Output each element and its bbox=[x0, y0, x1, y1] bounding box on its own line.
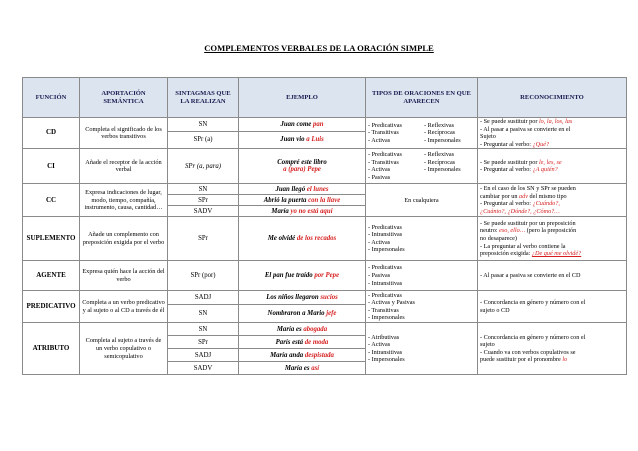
ejemplo-atributo-3: María anda despistada bbox=[239, 349, 366, 362]
ejemplo-atributo-1: María es abogada bbox=[239, 323, 366, 336]
sintagma-cc-3: SADV bbox=[168, 206, 239, 217]
reconocimiento-predicativo: - Concordancia en género y número con el sujeto o CD bbox=[478, 291, 627, 323]
sintagma-cc-1: SN bbox=[168, 184, 239, 195]
tipos-suplemento: - Predicativas - Intransitivas - Activas - Impersonales bbox=[366, 217, 478, 261]
funcion-cc: CC bbox=[23, 184, 80, 217]
tipos-predicativo: - Predicativas - Activas y Pasivas - Transitivas - Impersonales bbox=[366, 291, 478, 323]
sintagma-cd-2: SPr (a) bbox=[168, 132, 239, 149]
sintagma-atributo-1: SN bbox=[168, 323, 239, 336]
aportacion-suplemento: Añade un complemento con preposición exigida por el verbo bbox=[80, 217, 168, 261]
reconocimiento-suplemento: - Se puede sustituir por un preposición neutro: eso, ello… (pero la preposición no desaparece) - La preguntar al verbo contiene la preposición exigida: ¿De qué me olvidé? bbox=[478, 217, 627, 261]
aportacion-predicativo: Completa a un verbo predicativo y al sujeto o al CD a través de él bbox=[80, 291, 168, 323]
funcion-predicativo: PREDICATIVO bbox=[23, 291, 80, 323]
funcion-atributo: ATRIBUTO bbox=[23, 323, 80, 375]
aportacion-agente: Expresa quién hace la acción del verbo bbox=[80, 261, 168, 291]
ejemplo-atributo-2: París está de moda bbox=[239, 336, 366, 349]
header-funcion: FUNCIÓN bbox=[23, 78, 80, 118]
tipos-atributo: - Atributivas - Activas - Intransitivas - Impersonales bbox=[366, 323, 478, 375]
table-row bbox=[23, 149, 627, 184]
ejemplo-atributo-4: María es así bbox=[239, 362, 366, 375]
funcion-agente: AGENTE bbox=[23, 261, 80, 291]
sintagma-predicativo-2: SN bbox=[168, 305, 239, 323]
header-ejemplo: EJEMPLO bbox=[239, 78, 366, 118]
header-reconocimiento: RECONOCIMIENTO bbox=[478, 78, 627, 118]
aportacion-cd: Completa el significado de los verbos transitivos bbox=[80, 118, 168, 149]
page-title: COMPLEMENTOS VERBALES DE LA ORACIÓN SIMPLE bbox=[204, 43, 434, 53]
tipos-agente: - Predicativas - Pasivas - Intransitivas bbox=[366, 261, 478, 291]
ejemplo-cc-2: Abrió la puerta con la llave bbox=[239, 195, 366, 206]
table-row bbox=[23, 291, 627, 305]
sintagma-predicativo-1: SADJ bbox=[168, 291, 239, 305]
funcion-ci: CI bbox=[23, 149, 80, 184]
table-row bbox=[23, 217, 627, 261]
sintagma-ci-1: SPr (a, para) bbox=[168, 149, 239, 184]
aportacion-atributo: Completa al sujeto a través de un verbo copulativo o semicopulativo bbox=[80, 323, 168, 375]
ejemplo-cc-1: Juan llegó el lunes bbox=[239, 184, 366, 195]
aportacion-ci: Añade el receptor de la acción verbal bbox=[80, 149, 168, 184]
header-tipos: TIPOS DE ORACIONES EN QUE APARECEN bbox=[366, 78, 478, 118]
sintagma-suplemento: SPr bbox=[168, 217, 239, 261]
table-row bbox=[23, 184, 627, 195]
ejemplo-predicativo-1: Los niños llegaron sucios bbox=[239, 291, 366, 305]
complementos-table bbox=[22, 77, 627, 375]
sintagma-atributo-3: SADJ bbox=[168, 349, 239, 362]
table-row bbox=[23, 118, 627, 132]
reconocimiento-atributo: - Concordancia en género y número con el sujeto - Cuando va con verbos copulativos se puede sustituir por el pronombre lo bbox=[478, 323, 627, 375]
reconocimiento-cd: - Se puede sustituir por lo, la, los, las - Al pasar a pasiva se convierte en el Sujeto - Preguntar al verbo: ¿Qué? bbox=[478, 118, 627, 149]
ejemplo-ci-1: Compré este libro a (para) Pepe bbox=[239, 149, 366, 184]
funcion-cd: CD bbox=[23, 118, 80, 149]
ejemplo-cc-3: María yo no está aquí bbox=[239, 206, 366, 217]
ejemplo-cd-2: Juan vio a Luis bbox=[239, 132, 366, 149]
tipos-ci: - Predicativas - Reflexivas - Transitivas - Recíprocas - Activas - Impersonales - Pasivas bbox=[366, 149, 478, 184]
tipos-cc: En cualquiera bbox=[366, 184, 478, 217]
sintagma-agente: SPr (por) bbox=[168, 261, 239, 291]
table-row bbox=[23, 323, 627, 336]
ejemplo-cd-1: Juan come pan bbox=[239, 118, 366, 132]
funcion-suplemento: SUPLEMENTO bbox=[23, 217, 80, 261]
header-sintagmas: SINTAGMAS QUE LA REALIZAN bbox=[168, 78, 239, 118]
sintagma-atributo-2: SPr bbox=[168, 336, 239, 349]
ejemplo-suplemento: Me olvidé de los recados bbox=[239, 217, 366, 261]
ejemplo-agente: El pan fue traído por Pepe bbox=[239, 261, 366, 291]
header-row bbox=[23, 78, 627, 118]
sintagma-atributo-4: SADV bbox=[168, 362, 239, 375]
reconocimiento-agente: - Al pasar a pasiva se convierte en el CD bbox=[478, 261, 627, 291]
reconocimiento-ci: - Se puede sustituir por le, les, se - Preguntar al verbo: ¿A quién? bbox=[478, 149, 627, 184]
tipos-cd: - Predicativas - Reflexivas - Transitivas - Recíprocas - Activas - Impersonales bbox=[366, 118, 478, 149]
sintagma-cd-1: SN bbox=[168, 118, 239, 132]
ejemplo-predicativo-2: Nombraron a Mario jefe bbox=[239, 305, 366, 323]
header-aportacion: APORTACIÓN SEMÁNTICA bbox=[80, 78, 168, 118]
reconocimiento-cc: - En el caso de los SN y SPr se pueden cambiar por un adv del mismo tipo - Preguntar al verbo: ¿Cuándo?, ¿Cuánto?, ¿Dónde?, ¿Cómo?… bbox=[478, 184, 627, 217]
sintagma-cc-2: SPr bbox=[168, 195, 239, 206]
table-row bbox=[23, 261, 627, 291]
aportacion-cc: Expresa indicaciones de lugar, modo, tiempo, compañía, instrumento, causa, cantidad… bbox=[80, 184, 168, 217]
